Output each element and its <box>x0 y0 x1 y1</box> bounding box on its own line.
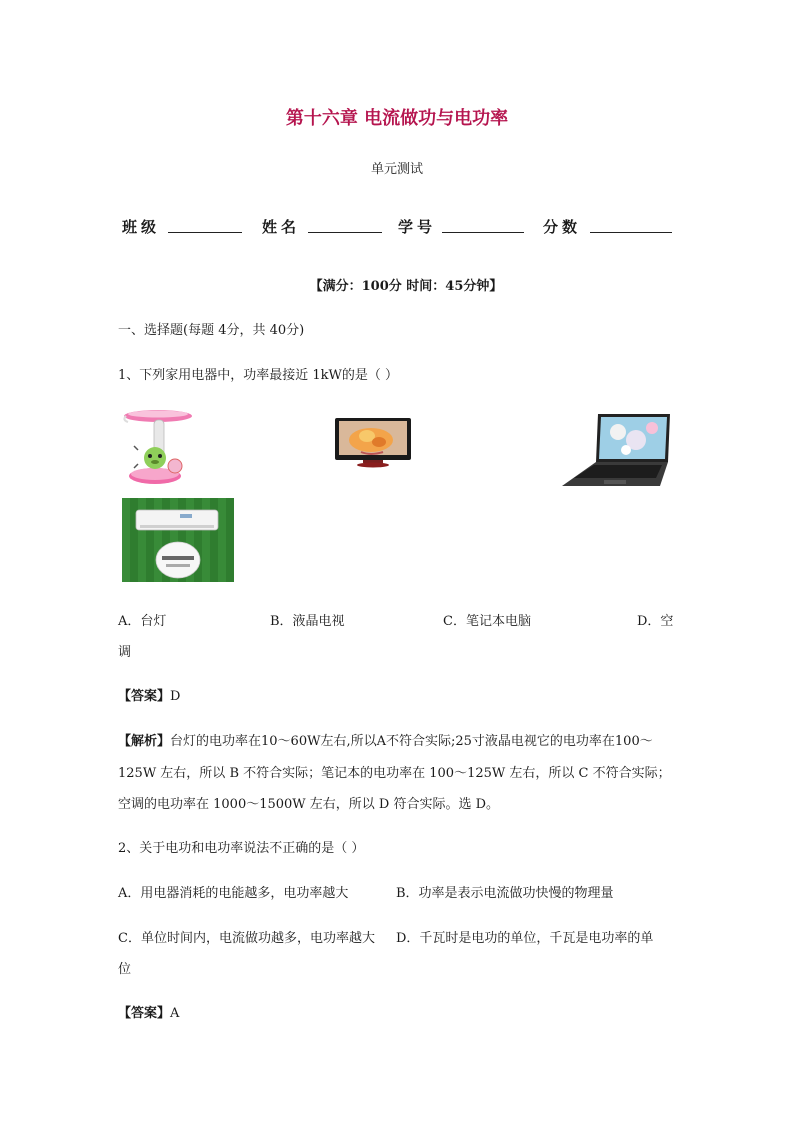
score-label: 分数 <box>543 218 582 236</box>
student-info-row <box>122 216 678 238</box>
answer-label: 【答案】 <box>118 1006 171 1021</box>
page-subtitle: 单元测试 <box>370 162 423 177</box>
desk-lamp-icon <box>120 406 198 486</box>
answer-value: A <box>170 1006 180 1021</box>
laptop-image <box>560 412 672 488</box>
q1-option-a[interactable]: A．台灯 <box>118 614 167 629</box>
q2-option-c[interactable]: C．单位时间内，电流做功越多，电功率越大 <box>118 931 375 946</box>
q2-stem: 2、关于电功和电功率说法不正确的是（ ） <box>118 841 365 856</box>
class-label: 班级 <box>122 218 161 236</box>
q1-stem: 1、下列家用电器中，功率最接近 1kW的是（ ） <box>118 368 399 383</box>
q2-option-d[interactable]: D．千瓦时是电功的单位，千瓦是电功率的单 <box>396 931 654 946</box>
score-blank[interactable] <box>590 232 672 233</box>
analysis-text: 台灯的电功率在10～60W左右,所以A不符合实际;25寸液晶电视它的电功率在100～ <box>170 734 653 749</box>
q1-option-c[interactable]: C．笔记本电脑 <box>443 614 531 629</box>
id-label: 学号 <box>398 218 437 236</box>
tv-icon <box>333 416 413 468</box>
q1-analysis-line-2: 125W 左右，所以 B 不符合实际；笔记本的电功率在 100～125W 左右，所以 C 不符合实际； <box>118 766 671 781</box>
answer-value: D <box>170 689 181 704</box>
q1-analysis-line-3: 空调的电功率在 1000～1500W 左右，所以 D 符合实际。选 D。 <box>118 797 500 812</box>
class-blank[interactable] <box>168 232 242 233</box>
answer-label: 【答案】 <box>118 689 171 704</box>
exam-meta: 【满分：100分 时间：45分钟】 <box>309 279 503 294</box>
desk-lamp-image <box>120 406 198 486</box>
id-blank[interactable] <box>442 232 524 233</box>
page-title: 第十六章 电流做功与电功率 <box>285 108 509 129</box>
analysis-label: 【解析】 <box>118 734 171 749</box>
name-label: 姓名 <box>262 218 301 236</box>
lcd-tv-image <box>333 416 413 468</box>
q2-option-d-wrap: 位 <box>118 962 132 977</box>
air-conditioner-icon <box>122 498 234 582</box>
laptop-icon <box>560 412 672 488</box>
q1-analysis-line-1 <box>118 732 653 752</box>
name-blank[interactable] <box>308 232 382 233</box>
q2-option-a[interactable]: A．用电器消耗的电能越多，电功率越大 <box>118 886 349 901</box>
q2-option-b[interactable]: B．功率是表示电流做功快慢的物理量 <box>396 886 614 901</box>
section-heading: 一、选择题(每题 4分，共 40分) <box>118 323 305 338</box>
q1-option-d-wrap: 调 <box>118 645 132 660</box>
q2-answer <box>118 1004 179 1024</box>
q1-answer <box>118 687 180 707</box>
q1-option-d[interactable]: D．空 <box>637 614 674 629</box>
air-conditioner-image <box>122 498 234 582</box>
q1-option-b[interactable]: B．液晶电视 <box>270 614 345 629</box>
